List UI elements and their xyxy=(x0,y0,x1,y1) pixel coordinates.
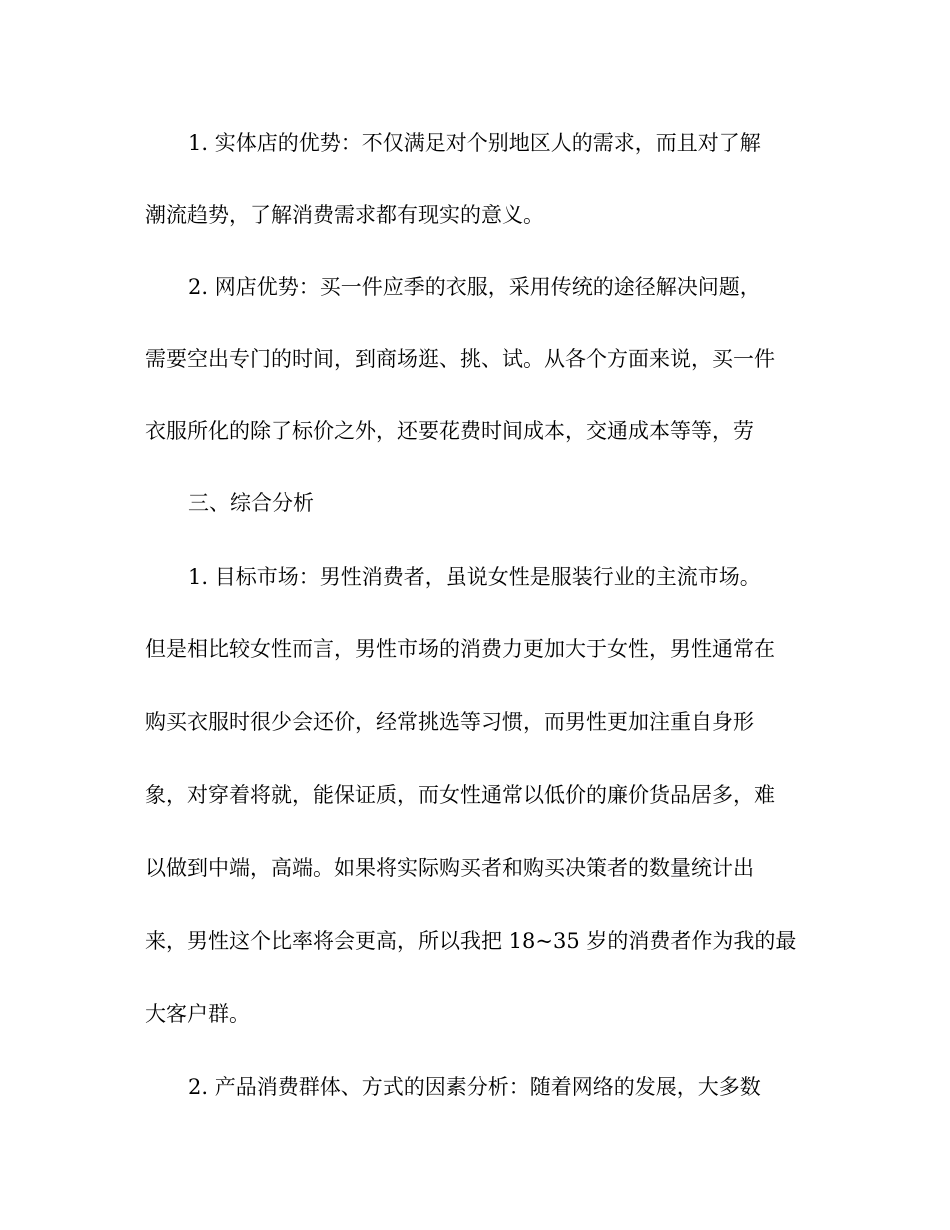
paragraph-line: 大客户群。 xyxy=(145,1002,250,1026)
paragraph-line: 2. 网店优势：买一件应季的衣服，采用传统的途径解决问题， xyxy=(188,275,761,299)
paragraph-line: 2. 产品消费群体、方式的因素分析：随着网络的发展，大多数 xyxy=(188,1075,761,1099)
paragraph-line: 但是相比较女性而言，男性市场的消费力更加大于女性，男性通常在 xyxy=(145,637,775,661)
paragraph-line: 1. 实体店的优势：不仅满足对个别地区人的需求，而且对了解 xyxy=(188,131,761,155)
paragraph-line: 以做到中端，高端。如果将实际购买者和购买决策者的数量统计出 xyxy=(145,856,754,880)
paragraph-line: 购买衣服时很少会还价，经常挑选等习惯，而男性更加注重自身形 xyxy=(145,710,754,734)
section-heading: 三、综合分析 xyxy=(188,491,314,515)
paragraph-line: 来，男性这个比率将会更高，所以我把 18~35 岁的消费者作为我的最 xyxy=(145,929,797,953)
paragraph-line: 象，对穿着将就，能保证质，而女性通常以低价的廉价货品居多，难 xyxy=(145,783,775,807)
paragraph-line: 衣服所化的除了标价之外，还要花费时间成本，交通成本等等，劳 xyxy=(145,419,754,443)
paragraph-line: 需要空出专门的时间，到商场逛、挑、试。从各个方面来说，买一件 xyxy=(145,347,775,371)
paragraph-line: 潮流趋势，了解消费需求都有现实的意义。 xyxy=(145,203,544,227)
paragraph-line: 1. 目标市场：男性消费者，虽说女性是服装行业的主流市场。 xyxy=(188,565,761,589)
